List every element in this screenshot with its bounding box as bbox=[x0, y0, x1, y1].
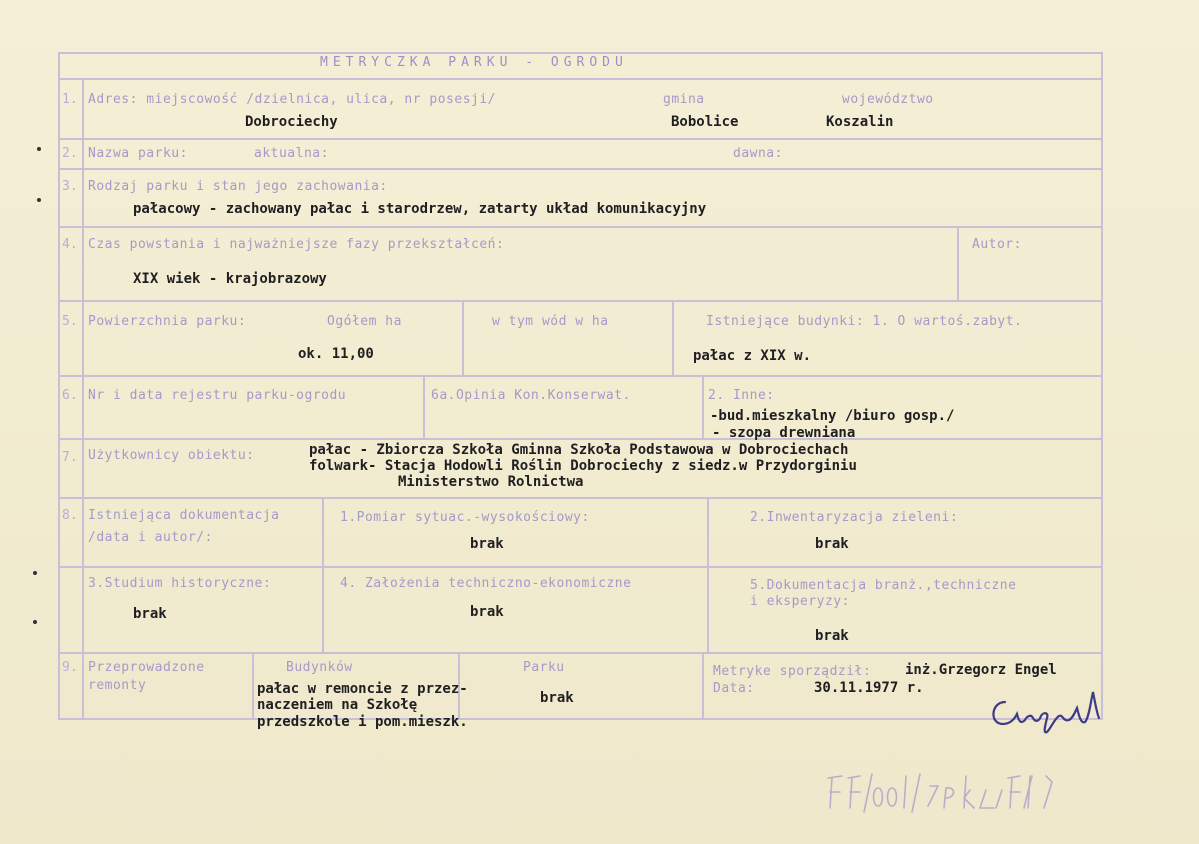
rule-3 bbox=[58, 226, 1103, 228]
conservator-opinion-label: 6a.Opinia Kon.Konserwat. bbox=[431, 388, 631, 403]
repairs-sublabel: remonty bbox=[88, 678, 147, 693]
rule-6a bbox=[423, 377, 425, 438]
row-number-6: 6. bbox=[62, 388, 78, 403]
users-line-1: pałac - Zbiorcza Szkoła Gminna Szkoła Podstawowa w Dobrociechach bbox=[309, 442, 849, 458]
rule-5 bbox=[58, 375, 1103, 377]
rule-bottom bbox=[58, 718, 1103, 720]
park-type-label: Rodzaj parku i stan jego zachowania: bbox=[88, 179, 388, 194]
area-label: Powierzchnia parku: bbox=[88, 314, 247, 329]
prepared-by-label: Metryke sporządził: bbox=[713, 664, 872, 679]
project-docs-label: 5.Dokumentacja branż.,techniczne bbox=[750, 578, 1017, 593]
voivodeship-label: województwo bbox=[842, 92, 934, 107]
rule-8a bbox=[58, 566, 1103, 568]
park-name-label: Nazwa parku: bbox=[88, 146, 188, 161]
author-label: Autor: bbox=[972, 237, 1022, 252]
row-number-3: 3. bbox=[62, 179, 78, 194]
gmina-label: gmina bbox=[663, 92, 705, 107]
repairs-buildings-line-1: pałac w remoncie z przez- bbox=[257, 681, 468, 697]
handwritten-note bbox=[820, 768, 1110, 818]
signature bbox=[985, 688, 1115, 738]
repairs-label: Przeprowadzone bbox=[88, 660, 205, 675]
rule-title bbox=[58, 78, 1103, 80]
current-name-label: aktualna: bbox=[254, 146, 329, 161]
water-area-label: w tym wód w ha bbox=[492, 314, 609, 329]
documentation-label: Istniejąca dokumentacja bbox=[88, 508, 280, 523]
rule-8b-v bbox=[707, 499, 709, 652]
row-number-7: 7. bbox=[62, 450, 78, 465]
users-label: Użytkownicy obiektu: bbox=[88, 448, 255, 463]
row-number-9: 9. bbox=[62, 660, 78, 675]
gmina-value: Bobolice bbox=[671, 114, 739, 130]
row-number-5: 5. bbox=[62, 314, 78, 329]
other-building-1: -bud.mieszkalny /biuro gosp./ bbox=[710, 408, 955, 424]
other-building-2: - szopa drewniana bbox=[712, 425, 856, 441]
rule-7 bbox=[58, 497, 1103, 499]
rule-author bbox=[957, 228, 959, 300]
area-total-value: ok. 11,00 bbox=[298, 346, 374, 362]
rule-right bbox=[1101, 52, 1103, 720]
area-total-label: Ogółem ha bbox=[327, 314, 402, 329]
users-line-2: folwark- Stacja Hodowli Roślin Dobrociechy z siedz.w Przydorginiu bbox=[309, 458, 857, 474]
address-label: Adres: miejscowość /dzielnica, ulica, nr posesji/ bbox=[88, 92, 497, 107]
prepared-by-value: inż.Grzegorz Engel bbox=[905, 662, 1057, 678]
technical-assumptions-value: brak bbox=[470, 604, 504, 620]
rule-num bbox=[82, 78, 84, 718]
project-docs-value: brak bbox=[815, 628, 849, 644]
row-number-2: 2. bbox=[62, 146, 78, 161]
origin-value: XIX wiek - krajobrazowy bbox=[133, 271, 327, 287]
repairs-buildings-line-2: naczeniem na Szkołę bbox=[257, 697, 418, 713]
project-docs-sublabel: i eksperyzy: bbox=[750, 594, 850, 609]
register-label: Nr i data rejestru parku-ogrodu bbox=[88, 388, 347, 403]
buildings-value: pałac z XIX w. bbox=[693, 348, 812, 364]
form-title: METRYCZKA PARKU - OGRODU bbox=[320, 55, 628, 70]
history-study-label: 3.Studium historyczne: bbox=[88, 576, 272, 591]
rule-4 bbox=[58, 300, 1103, 302]
rule-5b bbox=[672, 302, 674, 375]
survey-value: brak bbox=[470, 536, 504, 552]
row-number-8: 8. bbox=[62, 508, 78, 523]
survey-label: 1.Pomiar sytuac.-wysokościowy: bbox=[340, 510, 590, 525]
rule-8a-v bbox=[322, 499, 324, 652]
margin-dot bbox=[33, 571, 37, 575]
origin-label: Czas powstania i najważniejsze fazy przekształceń: bbox=[88, 237, 505, 252]
rule-6 bbox=[58, 438, 1103, 440]
users-line-3: Ministerstwo Rolnictwa bbox=[398, 474, 584, 490]
repairs-park-value: brak bbox=[540, 690, 574, 706]
rule-top bbox=[58, 52, 1103, 54]
margin-dot bbox=[33, 620, 37, 624]
margin-dot bbox=[37, 198, 41, 202]
inventory-value: brak bbox=[815, 536, 849, 552]
rule-left bbox=[58, 52, 60, 720]
row-number-4: 4. bbox=[62, 237, 78, 252]
rule-1 bbox=[58, 138, 1103, 140]
repairs-buildings-line-3: przedszkole i pom.mieszk. bbox=[257, 714, 468, 730]
rule-5a bbox=[462, 302, 464, 375]
row-number-1: 1. bbox=[62, 92, 78, 107]
technical-assumptions-label: 4. Założenia techniczno-ekonomiczne bbox=[340, 576, 632, 591]
rule-2 bbox=[58, 168, 1103, 170]
buildings-label: Istniejące budynki: 1. O wartoś.zabyt. bbox=[706, 314, 1023, 329]
other-buildings-label: 2. Inne: bbox=[708, 388, 775, 403]
repairs-park-label: Parku bbox=[523, 660, 565, 675]
date-value: 30.11.1977 r. bbox=[814, 680, 924, 696]
repairs-buildings-label: Budynków bbox=[286, 660, 353, 675]
rule-9c bbox=[702, 654, 704, 718]
date-label: Data: bbox=[713, 681, 755, 696]
voivodeship-value: Koszalin bbox=[826, 114, 894, 130]
old-name-label: dawna: bbox=[733, 146, 783, 161]
address-value: Dobrociechy bbox=[245, 114, 338, 130]
park-type-value: pałacowy - zachowany pałac i starodrzew, zatarty układ komunikacyjny bbox=[133, 201, 707, 217]
rule-8b bbox=[58, 652, 1103, 654]
inventory-label: 2.Inwentaryzacja zieleni: bbox=[750, 510, 959, 525]
history-study-value: brak bbox=[133, 606, 167, 622]
rule-6b bbox=[702, 377, 704, 438]
documentation-sublabel: /data i autor/: bbox=[88, 530, 213, 545]
rule-9a bbox=[252, 654, 254, 718]
margin-dot bbox=[37, 147, 41, 151]
